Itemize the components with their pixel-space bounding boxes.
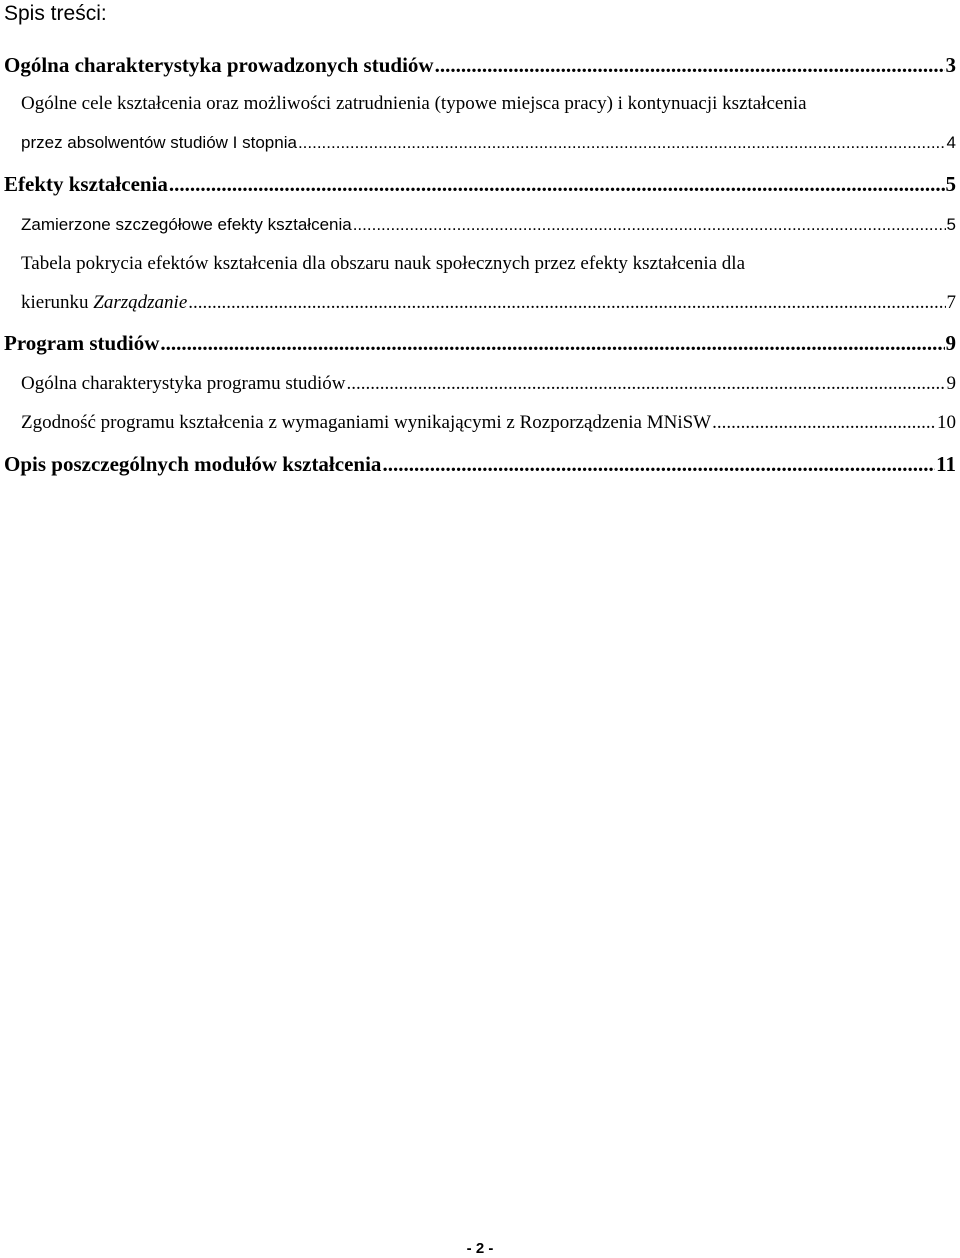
- page-number: - 2 -: [466, 1240, 494, 1257]
- toc-entry[interactable]: [4, 330, 956, 356]
- toc-entry-page: 5: [946, 215, 956, 234]
- toc-heading: Spis treści:: [4, 2, 107, 25]
- toc-leader: [382, 451, 935, 477]
- toc-entry-title: Opis poszczególnych modułów kształcenia: [4, 452, 382, 476]
- toc-entry-title: Program studiów: [4, 331, 160, 355]
- toc-entry-title: Zamierzone szczegółowe efekty kształcenia: [21, 215, 352, 234]
- toc-leader: [298, 130, 946, 156]
- toc-entry-title-italic: Zarządzanie: [93, 292, 188, 313]
- toc-entry-title-prefix: kierunku: [21, 292, 89, 313]
- toc-leader: [347, 371, 946, 397]
- toc-entry-page: 3: [945, 53, 956, 77]
- toc-leader: [712, 410, 936, 436]
- toc-entry[interactable]: [21, 371, 956, 397]
- toc-entry-page: 4: [946, 133, 956, 152]
- toc-leader: [435, 52, 945, 78]
- toc-entry-page: 10: [937, 412, 956, 433]
- toc-leader: [169, 171, 945, 197]
- toc-entry[interactable]: [21, 410, 956, 436]
- toc-entry[interactable]: [21, 290, 956, 316]
- toc-entry-title: Efekty kształcenia: [4, 172, 168, 196]
- toc-entry[interactable]: [4, 52, 956, 78]
- toc-entry-page: 5: [945, 172, 956, 196]
- toc-entry-page: 9: [946, 373, 956, 394]
- toc-entry-page: 9: [945, 331, 956, 355]
- toc-entry-title: przez absolwentów studiów I stopnia: [21, 133, 297, 152]
- toc-entry-title: [21, 290, 187, 316]
- toc-entry-title: Ogólna charakterystyka programu studiów: [21, 373, 346, 394]
- toc-leader: [160, 330, 944, 356]
- toc-entry[interactable]: [21, 130, 956, 156]
- toc-entry-page: 7: [946, 292, 956, 313]
- toc-entry[interactable]: [4, 451, 956, 477]
- toc-leader: [188, 290, 945, 316]
- toc-entry[interactable]: [21, 212, 956, 238]
- toc-leader: [353, 212, 946, 238]
- toc-entry-title: Zgodność programu kształcenia z wymaganiami wynikającymi z Rozporządzenia MNiSW: [21, 412, 712, 433]
- toc-entry[interactable]: [4, 171, 956, 197]
- toc-entry-page: 11: [936, 452, 956, 476]
- toc-entry-line-1[interactable]: Tabela pokrycia efektów kształcenia dla obszaru nauk społecznych przez efekty kształcenia dla: [21, 253, 746, 274]
- toc-entry-line-1[interactable]: Ogólne cele kształcenia oraz możliwości zatrudnienia (typowe miejsca pracy) i kontynuacji kształcenia: [21, 93, 807, 114]
- toc-entry-title: Ogólna charakterystyka prowadzonych studiów: [4, 53, 434, 77]
